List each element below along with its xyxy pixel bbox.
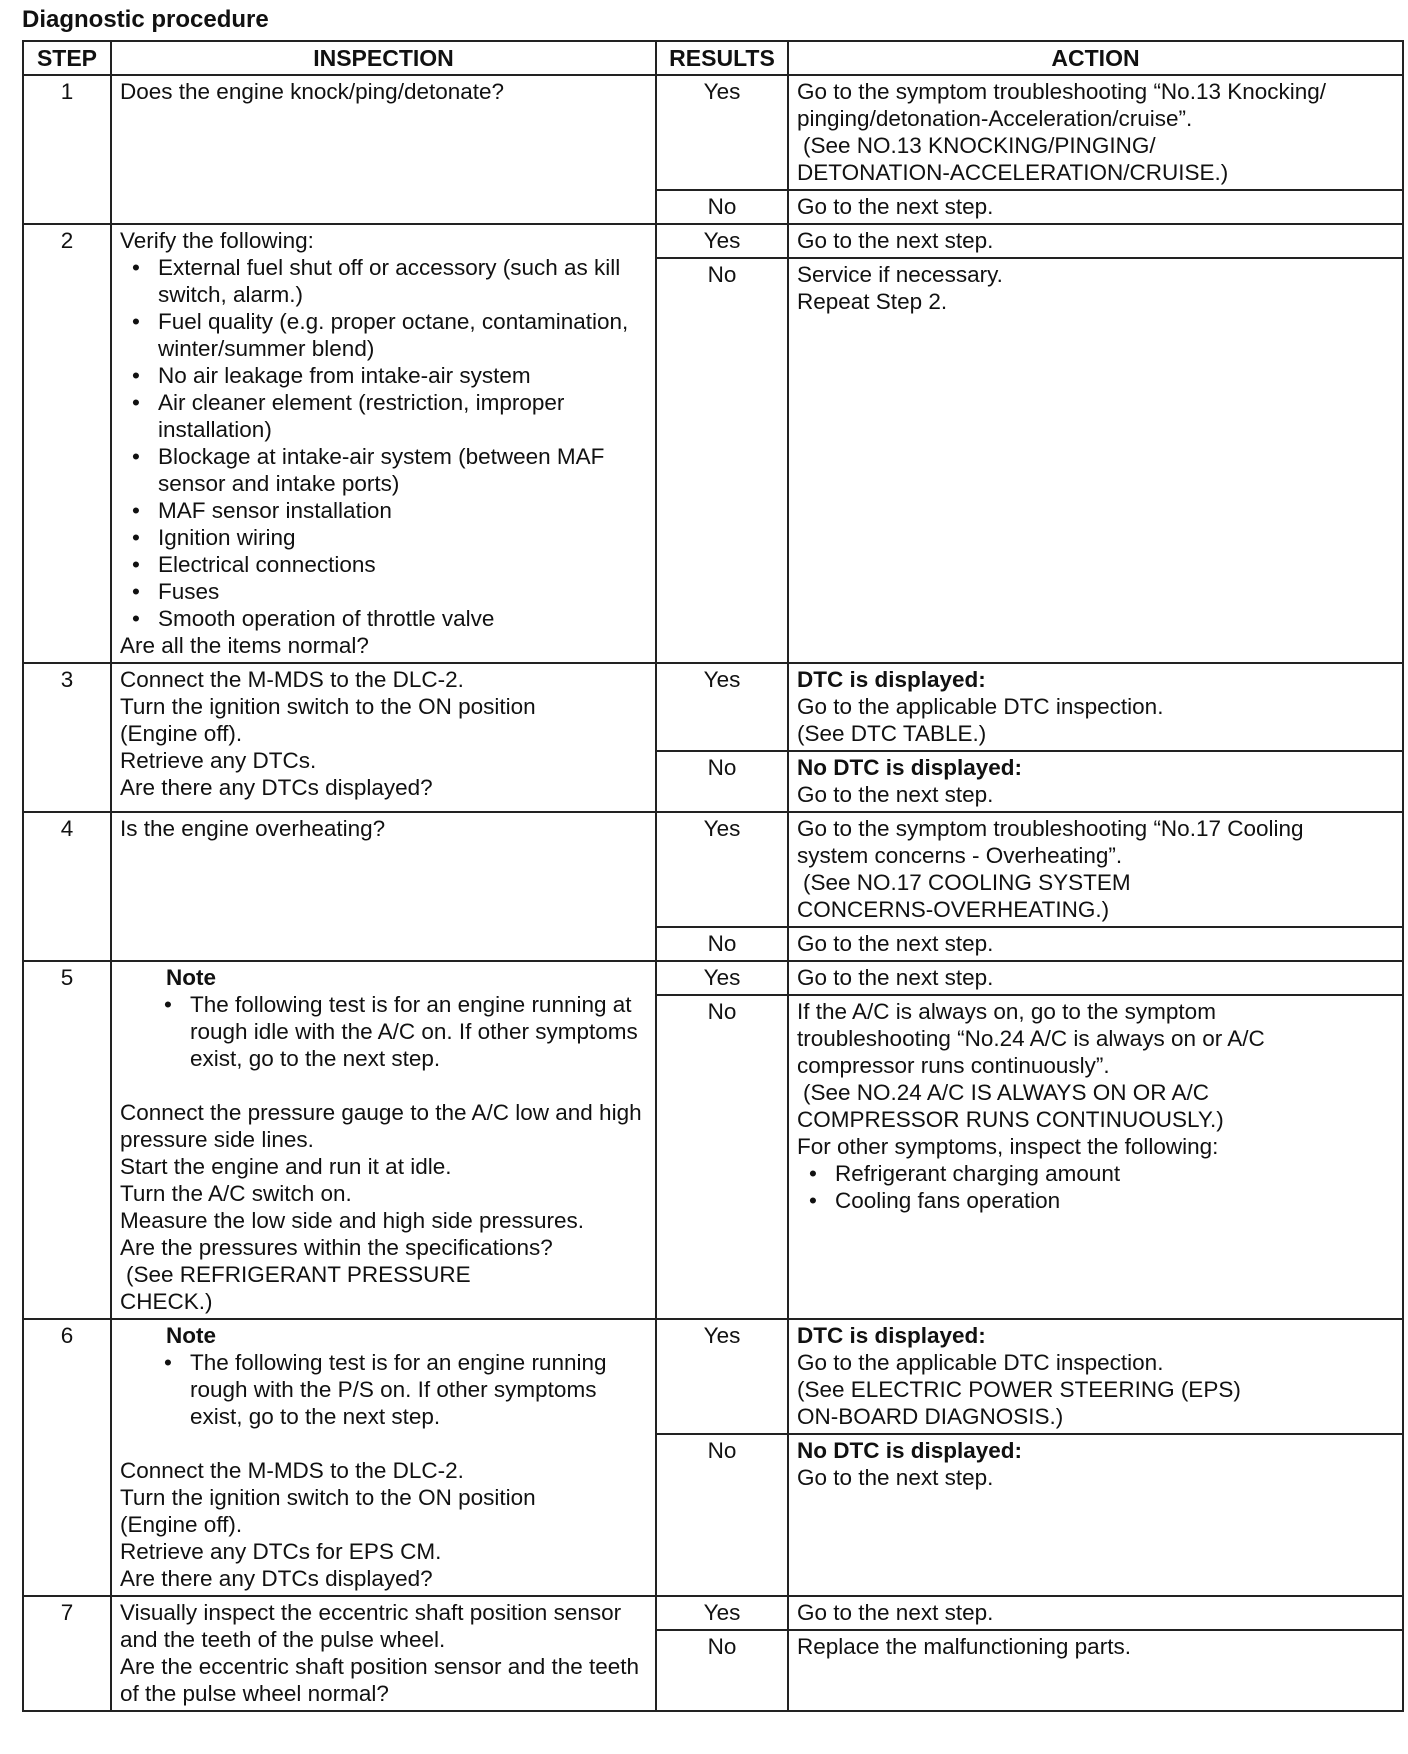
step-number: 4 xyxy=(23,812,111,961)
inspection-text: Retrieve any DTCs for EPS CM. xyxy=(120,1539,442,1564)
inspection-text: Verify the following: xyxy=(120,228,314,253)
action-text: For other symptoms, inspect the following: xyxy=(797,1134,1219,1159)
inspection-cell xyxy=(111,1596,656,1711)
result-yes: Yes xyxy=(656,961,788,995)
inspection-cell xyxy=(111,663,656,812)
list-item: • External fuel shut off or accessory (such as kill switch, alarm.) xyxy=(158,254,647,308)
inspection-text: Are the pressures within the specifications? xyxy=(120,1235,553,1260)
list-item: • Blockage at intake-air system (between MAF sensor and intake ports) xyxy=(158,443,647,497)
header-inspection: INSPECTION xyxy=(111,41,656,75)
list-item: • Air cleaner element (restriction, improper installation) xyxy=(158,389,647,443)
note-list xyxy=(120,1349,647,1430)
table-row xyxy=(23,75,1403,190)
inspection-text: Retrieve any DTCs. xyxy=(120,748,317,773)
diagnostic-table xyxy=(22,40,1404,1712)
action-text: pinging/detonation-Acceleration/cruise”. xyxy=(797,106,1193,131)
result-yes: Yes xyxy=(656,1319,788,1434)
result-yes: Yes xyxy=(656,812,788,927)
action-text: Go to the next step. xyxy=(797,1600,994,1625)
note-list xyxy=(120,991,647,1072)
action-text: Go to the next step. xyxy=(797,1465,994,1490)
result-yes: Yes xyxy=(656,75,788,190)
inspection-cell xyxy=(111,75,656,224)
list-item: • Refrigerant charging amount xyxy=(835,1160,1394,1187)
action-no xyxy=(788,927,1403,961)
list-item: • Smooth operation of throttle valve xyxy=(158,605,647,632)
action-yes xyxy=(788,75,1403,190)
result-yes: Yes xyxy=(656,1596,788,1630)
inspection-cell xyxy=(111,812,656,961)
inspection-text: Does the engine knock/ping/detonate? xyxy=(120,79,505,104)
action-text: troubleshooting “No.24 A/C is always on or A/C xyxy=(797,1026,1265,1051)
note-heading: Note xyxy=(166,965,216,990)
action-text: DETONATION-ACCELERATION/CRUISE.) xyxy=(797,160,1229,185)
table-row xyxy=(23,1596,1403,1630)
header-action: ACTION xyxy=(788,41,1403,75)
action-yes xyxy=(788,1319,1403,1434)
result-no: No xyxy=(656,1630,788,1711)
action-no xyxy=(788,995,1403,1319)
action-yes xyxy=(788,961,1403,995)
inspection-text: Turn the A/C switch on. xyxy=(120,1181,352,1206)
inspection-text: (Engine off). xyxy=(120,721,243,746)
result-no: No xyxy=(656,190,788,224)
action-text: (See NO.24 A/C IS ALWAYS ON OR A/C xyxy=(803,1080,1209,1105)
table-row xyxy=(23,812,1403,927)
table-row xyxy=(23,224,1403,258)
inspection-text: CHECK.) xyxy=(120,1289,213,1314)
action-heading: No DTC is displayed: xyxy=(797,1438,1023,1463)
inspection-text: (See REFRIGERANT PRESSURE xyxy=(126,1262,471,1287)
inspection-text: Connect the M-MDS to the DLC-2. xyxy=(120,667,464,692)
list-item: • Fuel quality (e.g. proper octane, contamination, winter/summer blend) xyxy=(158,308,647,362)
action-no xyxy=(788,1630,1403,1711)
action-text: Repeat Step 2. xyxy=(797,289,948,314)
step-number: 1 xyxy=(23,75,111,224)
action-text: system concerns - Overheating”. xyxy=(797,843,1123,868)
list-item: • Fuses xyxy=(158,578,647,605)
action-yes xyxy=(788,1596,1403,1630)
inspection-text: Start the engine and run it at idle. xyxy=(120,1154,452,1179)
action-no xyxy=(788,751,1403,812)
action-text: (See ELECTRIC POWER STEERING (EPS) xyxy=(797,1377,1241,1402)
action-text: Go to the applicable DTC inspection. xyxy=(797,694,1164,719)
action-text: Go to the next step. xyxy=(797,931,994,956)
inspection-text: Measure the low side and high side pressures. xyxy=(120,1208,585,1233)
list-item: • The following test is for an engine running rough with the P/S on. If other symptoms exist, go to the next step. xyxy=(190,1349,647,1430)
action-text: Go to the next step. xyxy=(797,782,994,807)
inspection-text: Are the eccentric shaft position sensor and the teeth of the pulse wheel normal? xyxy=(120,1654,640,1706)
inspection-text: Is the engine overheating? xyxy=(120,816,386,841)
inspection-text: Turn the ignition switch to the ON position xyxy=(120,1485,536,1510)
header-results: RESULTS xyxy=(656,41,788,75)
list-item: • MAF sensor installation xyxy=(158,497,647,524)
header-row xyxy=(23,41,1403,75)
action-text: COMPRESSOR RUNS CONTINUOUSLY.) xyxy=(797,1107,1224,1132)
list-item: • Cooling fans operation xyxy=(835,1187,1394,1214)
action-text: Go to the symptom troubleshooting “No.17 Cooling xyxy=(797,816,1304,841)
step-number: 5 xyxy=(23,961,111,1319)
step-number: 3 xyxy=(23,663,111,812)
action-text: Replace the malfunctioning parts. xyxy=(797,1634,1131,1659)
table-row xyxy=(23,663,1403,751)
action-yes xyxy=(788,224,1403,258)
result-yes: Yes xyxy=(656,663,788,751)
inspection-cell xyxy=(111,224,656,663)
action-text: ON-BOARD DIAGNOSIS.) xyxy=(797,1404,1064,1429)
inspection-text: Connect the M-MDS to the DLC-2. xyxy=(120,1458,464,1483)
list-item: • No air leakage from intake-air system xyxy=(158,362,647,389)
action-text: (See DTC TABLE.) xyxy=(797,721,987,746)
action-heading: DTC is displayed: xyxy=(797,1323,986,1348)
result-no: No xyxy=(656,995,788,1319)
inspection-text: Are there any DTCs displayed? xyxy=(120,1566,433,1591)
action-text: If the A/C is always on, go to the symptom xyxy=(797,999,1216,1024)
inspection-text: Turn the ignition switch to the ON position xyxy=(120,694,536,719)
table-row xyxy=(23,961,1403,995)
action-text: (See NO.13 KNOCKING/PINGING/ xyxy=(803,133,1156,158)
step-number: 2 xyxy=(23,224,111,663)
action-no xyxy=(788,190,1403,224)
action-text: (See NO.17 COOLING SYSTEM xyxy=(803,870,1131,895)
action-no xyxy=(788,1434,1403,1596)
table-row xyxy=(23,1319,1403,1434)
action-text: Go to the next step. xyxy=(797,194,994,219)
inspection-cell xyxy=(111,1319,656,1596)
result-no: No xyxy=(656,258,788,663)
inspect-list xyxy=(797,1160,1394,1214)
list-item: • The following test is for an engine running at rough idle with the A/C on. If other symptoms exist, go to the next step. xyxy=(190,991,647,1072)
action-text: CONCERNS-OVERHEATING.) xyxy=(797,897,1110,922)
action-no xyxy=(788,258,1403,663)
inspection-text: Connect the pressure gauge to the A/C low and high pressure side lines. xyxy=(120,1100,642,1152)
action-heading: No DTC is displayed: xyxy=(797,755,1023,780)
result-yes: Yes xyxy=(656,224,788,258)
result-no: No xyxy=(656,1434,788,1596)
page-title: Diagnostic procedure xyxy=(22,6,269,33)
result-no: No xyxy=(656,927,788,961)
action-yes xyxy=(788,812,1403,927)
action-text: Go to the next step. xyxy=(797,965,994,990)
list-item: • Electrical connections xyxy=(158,551,647,578)
header-step: STEP xyxy=(23,41,111,75)
verify-list xyxy=(120,254,647,632)
result-no: No xyxy=(656,751,788,812)
inspection-text: Are all the items normal? xyxy=(120,633,369,658)
inspection-cell xyxy=(111,961,656,1319)
action-text: compressor runs continuously”. xyxy=(797,1053,1110,1078)
action-heading: DTC is displayed: xyxy=(797,667,986,692)
action-text: Service if necessary. xyxy=(797,262,1003,287)
action-text: Go to the applicable DTC inspection. xyxy=(797,1350,1164,1375)
note-heading: Note xyxy=(166,1323,216,1348)
step-number: 6 xyxy=(23,1319,111,1596)
action-text: Go to the symptom troubleshooting “No.13 Knocking/ xyxy=(797,79,1327,104)
action-text: Go to the next step. xyxy=(797,228,994,253)
inspection-text: Are there any DTCs displayed? xyxy=(120,775,433,800)
inspection-text: Visually inspect the eccentric shaft position sensor and the teeth of the pulse wheel. xyxy=(120,1600,622,1652)
list-item: • Ignition wiring xyxy=(158,524,647,551)
step-number: 7 xyxy=(23,1596,111,1711)
action-yes xyxy=(788,663,1403,751)
inspection-text: (Engine off). xyxy=(120,1512,243,1537)
